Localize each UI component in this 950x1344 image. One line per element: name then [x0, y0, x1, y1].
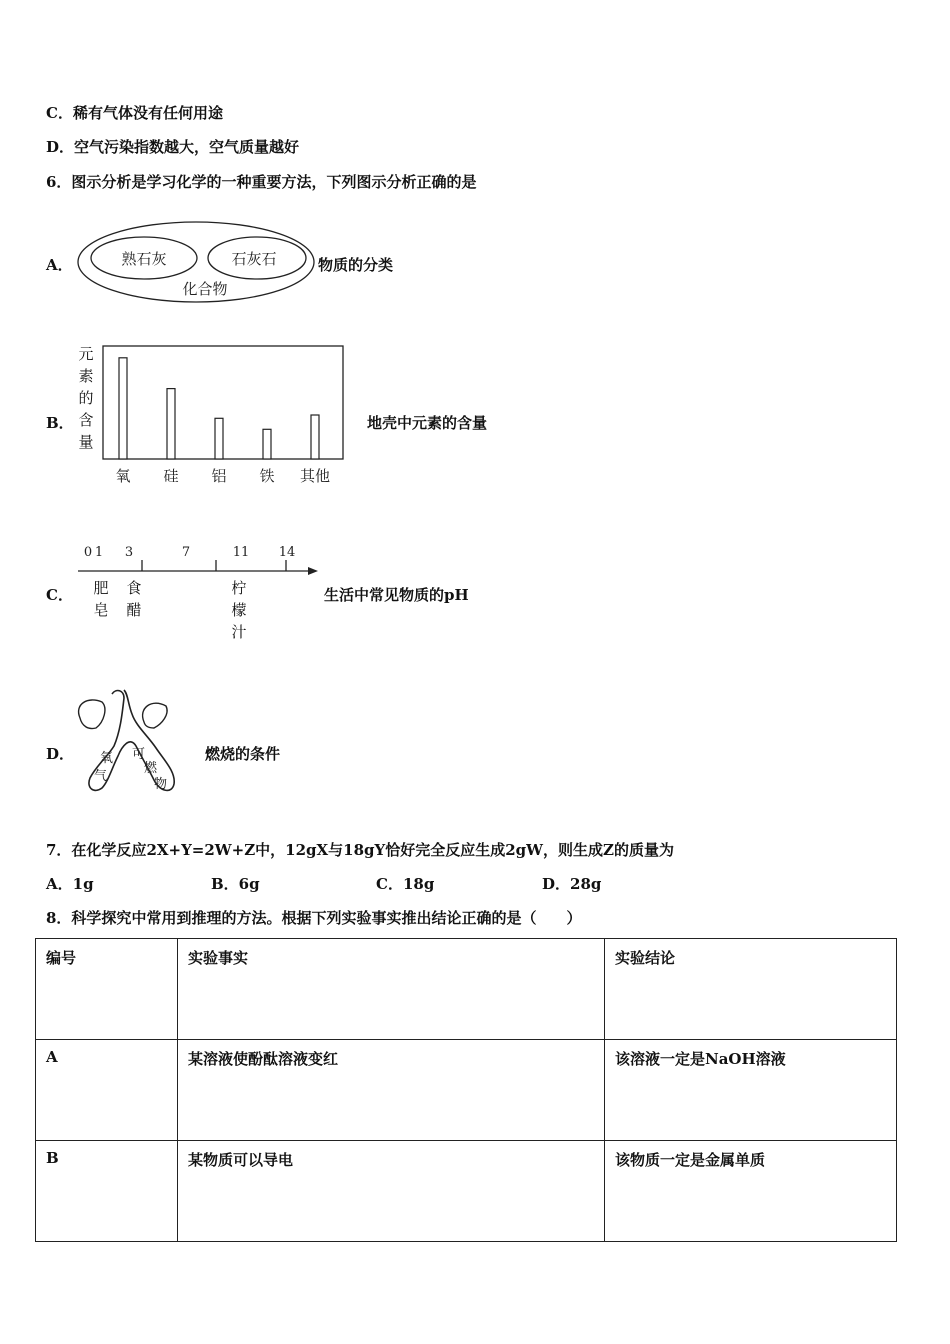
left-flame-drop [79, 700, 105, 729]
lemon-juice-label: 柠 檬 汁 [231, 579, 247, 641]
bar-4 [311, 415, 319, 459]
ph-tick-7: 7 [181, 545, 191, 560]
ph-scale [74, 540, 319, 576]
q5-option-d: D．空气污染指数越大，空气质量越好 [46, 138, 300, 156]
q6-option-a-label: A． [46, 256, 73, 274]
q6-option-a-caption: 物质的分类 [318, 256, 394, 274]
chart-y-axis-label: 元 素 的 含 量 [78, 345, 94, 451]
bar-0 [119, 358, 127, 459]
fire-character-diagram [74, 684, 184, 799]
q7-choice-d: D．28g [542, 875, 602, 893]
table-row [36, 1141, 897, 1242]
combustible-char-1: 可 [132, 747, 146, 762]
slaked-lime-text: 熟石灰 [121, 250, 167, 268]
classification-diagram [74, 218, 319, 306]
header-id: 编号 [36, 939, 178, 1040]
q6-stem: 6．图示分析是学习化学的一种重要方法，下列图示分析正确的是 [46, 173, 477, 191]
right-flame-drop [143, 703, 167, 728]
x-tick-label-0: 氧 [115, 467, 131, 485]
table-header-row [36, 939, 897, 1040]
compound-text: 化合物 [182, 280, 228, 298]
row-conclusion: 该物质一定是金属单质 [605, 1141, 897, 1242]
q7-choice-c: C．18g [376, 875, 435, 893]
combustible-char-3: 物 [154, 777, 168, 792]
q6-option-b-caption: 地壳中元素的含量 [367, 414, 488, 432]
q6-option-d-caption: 燃烧的条件 [205, 745, 281, 763]
element-content-bar-chart [100, 343, 350, 488]
ph-tick-11: 11 [232, 545, 250, 560]
ph-tick-14: 14 [278, 545, 296, 560]
bar-2 [215, 418, 223, 459]
q7-choice-a: A．1g [46, 875, 94, 893]
q7-choice-b: B．6g [211, 875, 260, 893]
soap-label: 肥 皂 [93, 579, 109, 619]
ph-axis-arrow [308, 567, 318, 575]
q8-table [35, 938, 897, 1242]
q5-option-c: C．稀有气体没有任何用途 [46, 104, 223, 122]
row-fact: 某溶液使酚酞溶液变红 [178, 1040, 605, 1141]
q8-stem: 8．科学探究中常用到推理的方法。根据下列实验事实推出结论正确的是（ ） [46, 909, 582, 927]
bar-1 [167, 389, 175, 459]
header-conclusion: 实验结论 [605, 939, 897, 1040]
row-id: A [36, 1040, 178, 1141]
row-conclusion: 该溶液一定是NaOH溶液 [605, 1040, 897, 1141]
q6-option-c-caption: 生活中常见物质的pH [324, 586, 469, 604]
combustible-char-2: 燃 [144, 761, 158, 776]
oxygen-char-1: 氧 [100, 751, 114, 766]
header-fact: 实验事实 [178, 939, 605, 1040]
table-row [36, 1040, 897, 1141]
vinegar-label: 食 醋 [126, 579, 142, 619]
x-tick-label-3: 铁 [259, 467, 275, 485]
oxygen-char-2: 气 [94, 769, 108, 784]
x-tick-label-2: 铝 [211, 467, 227, 485]
q7-stem: 7．在化学反应2X+Y=2W+Z中，12gX与18gY恰好完全反应生成2gW，则生成Z的质量为 [46, 841, 674, 859]
ph-tick-3: 3 [124, 545, 134, 560]
bar-3 [263, 429, 271, 459]
row-fact: 某物质可以导电 [178, 1141, 605, 1242]
x-tick-label-4: 其他 [299, 467, 331, 485]
ph-tick-1: 1 [94, 545, 104, 560]
row-id: B [36, 1141, 178, 1242]
q6-option-c-label: C． [46, 586, 73, 604]
ph-tick-0: 0 [83, 545, 93, 560]
limestone-text: 石灰石 [231, 250, 277, 268]
q6-option-b-label: B． [46, 414, 74, 432]
q6-option-d-label: D． [46, 745, 75, 763]
x-tick-label-1: 硅 [163, 467, 179, 485]
